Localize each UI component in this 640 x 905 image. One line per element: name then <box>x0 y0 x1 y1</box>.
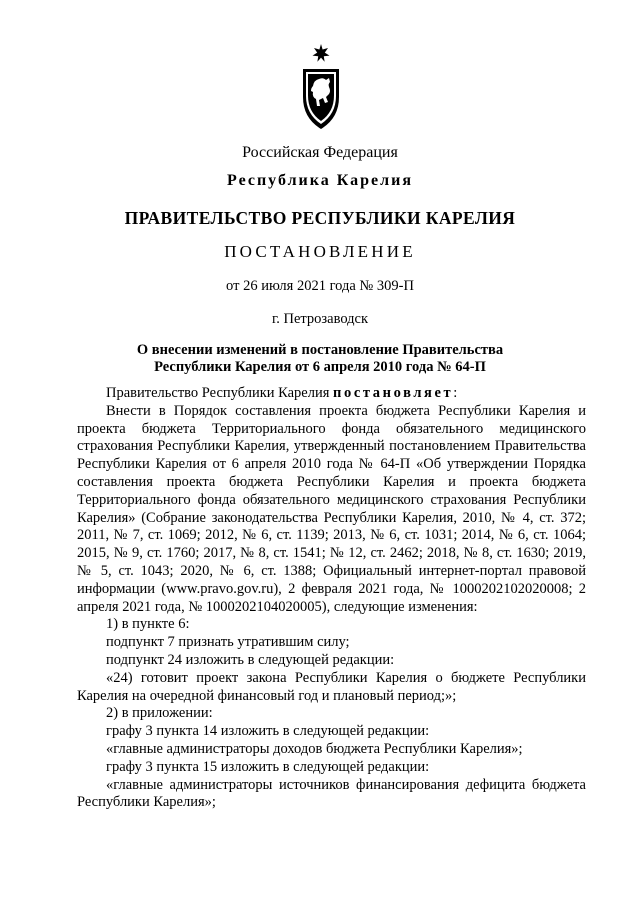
body-paragraph: графу 3 пункта 14 изложить в следующей редакции: <box>106 723 430 740</box>
body-paragraph: подпункт 7 признать утратившим силу; <box>106 634 350 651</box>
body-paragraph: 2) в приложении: <box>106 705 213 722</box>
karelia-coat-of-arms-icon <box>299 42 343 132</box>
body-paragraph: «24) готовит проект закона Республики Карелия о бюджете Республики Карелия на очередной финансовый год и плановый период;»; <box>77 669 586 704</box>
subject-line-2: Республики Карелия от 6 апреля 2010 года № 64-П <box>154 359 486 375</box>
republic-name: Республика Карелия <box>227 172 413 189</box>
body-paragraph: подпункт 24 изложить в следующей редакции: <box>106 651 395 668</box>
date-and-number: от 26 июля 2021 года № 309-П <box>226 278 414 294</box>
body-paragraph: «главные администраторы доходов бюджета Республики Карелия»; <box>106 740 523 757</box>
decree-word: постановляет <box>333 385 454 401</box>
intro-paragraph <box>77 385 586 403</box>
subject-line-1: О внесении изменений в постановление Правительства <box>136 342 504 358</box>
body-paragraph: графу 3 пункта 15 изложить в следующей редакции: <box>106 758 430 775</box>
document-subject <box>0 342 640 376</box>
body-paragraph: 1) в пункте 6: <box>106 616 190 633</box>
intro-text: Правительство Республики Карелия <box>106 385 330 401</box>
document-body <box>77 385 586 812</box>
government-name: ПРАВИТЕЛЬСТВО РЕСПУБЛИКИ КАРЕЛИЯ <box>124 208 516 228</box>
country-name: Российская Федерация <box>242 144 398 161</box>
body-paragraph: «главные администраторы источников финансирования дефицита бюджета Республики Карелия»; <box>77 776 586 811</box>
city: г. Петрозаводск <box>271 311 369 327</box>
intro-tail: : <box>453 385 458 401</box>
body-paragraph: Внести в Порядок составления проекта бюджета Республики Карелия и проекта бюджета Территориального фонда обязательного медицинского страхования Республики Карелия, утвержденный постановлением Правительства Республики Карелия от 6 апреля 2010 года № 64-П «Об утверждении Порядка составления проекта бюджета Республики Карелия и проекта бюджета Территориального фонда обязательного медицинского страхования Республики Карелия» (Собрание законодательства Республики Карелия, 2010, № 4, ст. 372; 2011, № 7, ст. 1069; 2012, № 6, ст. 1139; 2013, № 6, ст. 1031; 2014, № 6, ст. 1064; 2015, № 9, ст. 1760; 2017, № 8, ст. 1541; № 12, ст. 2462; 2018, № 8, ст. 1630; 2019, № 5, ст. 1043; 2020, № 6, ст. 1388; Официальный интернет-портал правовой информации (www.pravo.gov.ru), 2 февраля 2021 года, № 1000202102020008; 2 апреля 2021 года, № 1000202104020005), следующие изменения: <box>77 402 586 615</box>
document-type: ПОСТАНОВЛЕНИЕ <box>224 242 416 261</box>
